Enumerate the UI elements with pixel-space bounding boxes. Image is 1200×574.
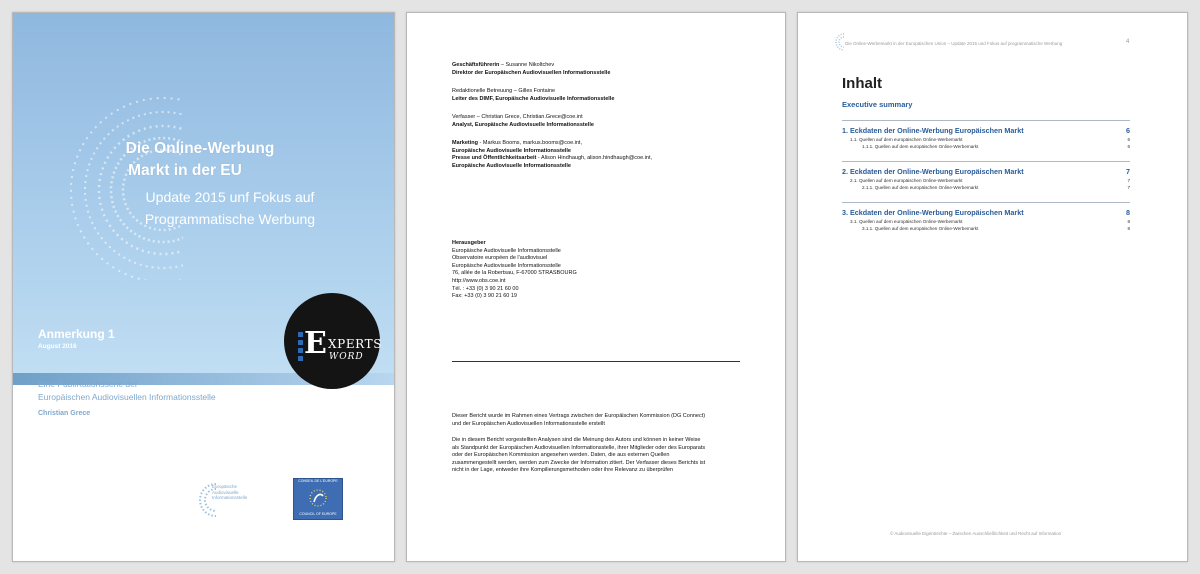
para2-line2: als Standpunkt der Europäischen Audiovisuellen Informationsstelle, ihrer Mitglieder oder des Europarats (452, 444, 706, 451)
coe-bottom-text: COUNCIL OF EUROPE (299, 512, 337, 516)
para2-line4: zusammengestellt werden, werden zum Zwecke der Information zitiert. Der Verfasser dieses Berichts ist (452, 459, 706, 466)
coe-top-text: CONSEIL DE L'EUROPE (298, 479, 338, 483)
cover-subtitle-line2: Programmatische Werbung (144, 211, 316, 227)
obs-line3: Informationsstelle (212, 495, 248, 500)
press-role: Europäische Audiovisuelle Informationsstelle (452, 162, 571, 169)
pub-line2: Observatoire européen de l'audiovisuel (452, 255, 548, 262)
auth-label: Verfasser (452, 114, 476, 120)
toc-sub-3-1-1-title: 3.1.1. Quellen auf dem europäischen Online-Werbemarkt (862, 226, 979, 231)
pub-line4: 76, allée de la Robertsau, F-67000 STRASBOURG (452, 270, 577, 277)
cover-title-line2: Markt in der EU (128, 162, 242, 179)
auth-name: Christian Grece, Christian.Grece@coe.int (481, 114, 583, 120)
toc-section-1-page: 6 (1126, 126, 1130, 135)
pub-line1: Europäische Audiovisuelle Informationsstelle (452, 247, 561, 254)
pub-label: Herausgeber (452, 240, 486, 246)
para1-line2: und der Europäischen Audiovisuellen Informationsstelle erstellt (452, 420, 605, 427)
imprint-para1 (452, 413, 705, 428)
cover-note: Anmerkung 1 (38, 327, 115, 341)
page-number: 4 (1126, 39, 1130, 45)
toc-sub-2-1-1-title: 2.1.1. Quellen auf dem europäischen Online-Werbemarkt (862, 185, 979, 190)
imprint-author: Verfasser – Christian Grece, Christian.Grece@coe.int Analyst, Europäische Audiovisuelle Informationsstelle (452, 114, 594, 128)
pub-line5: http://www.obs.coe.int (452, 277, 506, 284)
toc-page (797, 12, 1188, 562)
cover-series-line2: Europäischen Audiovisuellen Informationsstelle (38, 392, 216, 402)
cover-title-line1: Die Online-Werbung (125, 140, 275, 157)
cover-series (38, 378, 216, 404)
header-swirl-icon (832, 32, 846, 52)
badge-word1: XPERTS (328, 337, 383, 351)
mkt-label: Marketing (452, 140, 478, 146)
toc-sub-1-1-1-title: 1.1.1. Quellen auf dem europäischen Online-Werbemarkt (862, 144, 979, 149)
toc-sub-1-1[interactable] (850, 137, 1130, 142)
toc-exec-summary-link[interactable]: Executive summary (842, 100, 913, 109)
cover-series-line1: Eine PubliKationsserie der (38, 379, 138, 389)
badge-square-3 (298, 348, 303, 353)
page-footer: © Audiovisuelle Eigentrechte – Zwischen Ausschließlichkeit und Recht auf Information (890, 531, 1062, 536)
para1-line1: Dieser Bericht wurde im Rahmen eines Vertrags zwischen der Europäischen Kommission (DG Connect) (452, 413, 706, 419)
toc-sub-2-1-1-page: 7 (1127, 185, 1130, 190)
toc-sub-2-1[interactable] (850, 178, 1130, 183)
para2-line1: Die in diesem Bericht vorgestellten Analysen sind die Meinung des Autors und können in keiner Weise (452, 437, 701, 443)
imprint-gf: Geschäftsführerin – Susanne Nikoltchev Direktor der Europäischen Audiovisuellen Informationsstelle (452, 62, 611, 76)
pub-line6: Tél. : +33 (0) 3 90 21 60 00 (452, 285, 519, 292)
mkt-name: Markus Booms, markus.booms@coe.int, (482, 140, 582, 146)
mkt-role: Europäische Audiovisuelle Informationsstelle (452, 147, 571, 154)
imprint-red: Redaktionelle Betreuung – Gilles Fontaine Leiter des DIMF, Europäische Audiovisuelle Informationsstelle (452, 88, 615, 102)
toc-section-1[interactable] (842, 126, 1130, 135)
auth-role: Analyst, Europäische Audiovisuelle Informationsstelle (452, 121, 594, 128)
toc-sub-2-1-1[interactable] (862, 185, 1130, 190)
toc-title: Inhalt (842, 75, 882, 92)
gf-label: Geschäftsführerin (452, 62, 500, 68)
gf-name: Susanne Nikoltchev (505, 62, 555, 68)
toc-section-3[interactable] (842, 208, 1130, 217)
toc-section-2-title: 2. Eckdaten der Online-Werbung Europäischen Markt (842, 167, 1024, 176)
toc-sub-2-1-page: 7 (1127, 178, 1130, 183)
obs-line1: Europäische (212, 484, 238, 489)
badge-square-2 (298, 340, 303, 345)
toc-section-2-page: 7 (1126, 167, 1130, 176)
cover-subtitle (90, 186, 370, 230)
imprint-divider (452, 361, 740, 362)
para2-line3: oder der Europäischen Kommission angesehen werden. Daten, die aus externen Quellen (452, 452, 670, 459)
press-label: Presse und Öffentlichkeitsarbeit (452, 155, 537, 162)
toc-sub-1-1-1[interactable] (862, 144, 1130, 149)
toc-section-3-page: 8 (1126, 208, 1130, 217)
red-name: Gilles Fontaine (518, 88, 556, 94)
para2-line5: nicht in der Lage, entweder ihre Kompilierungsmethoden oder ihre Relevanz zu überprüfen (452, 467, 674, 474)
red-label: Redaktionelle Betreuung (452, 88, 513, 94)
pub-line3: Europäische Audiovisuelle Informationsstelle (452, 262, 561, 269)
imprint-marketing: Marketing - Markus Booms, markus.booms@coe.int, Europäische Audiovisuelle Informationsstelle Presse und Öffentlichkeitsarbeit - Alison Hindhaugh, alison.hindhaugh@coe.int, Europäische Audiovisuelle Informationsstelle (452, 140, 653, 169)
running-head: Die Online-Werbemarkt in der Europäischen Union – Update 2015 und Fokus auf programmatische Werbung (845, 41, 1063, 46)
press-name: Alison Hindhaugh, alison.hindhaugh@coe.int, (540, 155, 653, 162)
cover-title (40, 138, 360, 182)
toc-sub-3-1-1-page: 8 (1127, 226, 1130, 231)
toc-section-1-title: 1. Eckdaten der Online-Werbung Europäischen Markt (842, 126, 1024, 135)
observatory-logo-text (212, 484, 247, 501)
toc-section-2[interactable] (842, 167, 1130, 176)
toc-sub-1-1-title: 1.1. Quellen auf dem europäischen Online-Werbemarkt (850, 137, 963, 142)
toc-rule-1 (842, 120, 1130, 121)
cover-subtitle-line1: Update 2015 unf Fokus auf (145, 189, 315, 205)
imprint-para2 (452, 437, 705, 475)
toc-section-3-title: 3. Eckdaten der Online-Werbung Europäischen Markt (842, 208, 1024, 217)
toc-sub-3-1[interactable] (850, 219, 1130, 224)
cover-date: August 2016 (38, 343, 77, 350)
toc-sub-1-1-1-page: 6 (1127, 144, 1130, 149)
toc-rule-3 (842, 202, 1130, 203)
badge-letter-e: E (304, 326, 327, 361)
toc-sub-1-1-page: 6 (1127, 137, 1130, 142)
badge-square-4 (298, 356, 303, 361)
red-role: Leiter des DIMF, Europäische Audiovisuelle Informationsstelle (452, 95, 615, 102)
toc-sub-3-1-title: 3.1. Quellen auf dem europäischen Online-Werbemarkt (850, 219, 963, 224)
gf-role: Direktor der Europäischen Audiovisuellen Informationsstelle (452, 69, 611, 76)
toc-sub-2-1-title: 2.1. Quellen auf dem europäischen Online-Werbemarkt (850, 178, 963, 183)
toc-sub-3-1-page: 8 (1127, 219, 1130, 224)
obs-line2: Audiovisuelle (212, 489, 239, 495)
cover-author: Christian Grece (38, 410, 91, 417)
pub-line7: Fax: +33 (0) 3 90 21 60 19 (452, 293, 517, 300)
badge-word2: WORD (329, 352, 364, 362)
imprint-publisher (452, 240, 577, 301)
toc-rule-2 (842, 161, 1130, 162)
toc-sub-3-1-1[interactable] (862, 226, 1130, 231)
badge-square-1 (298, 332, 303, 337)
coe-emblem-icon (308, 488, 328, 508)
